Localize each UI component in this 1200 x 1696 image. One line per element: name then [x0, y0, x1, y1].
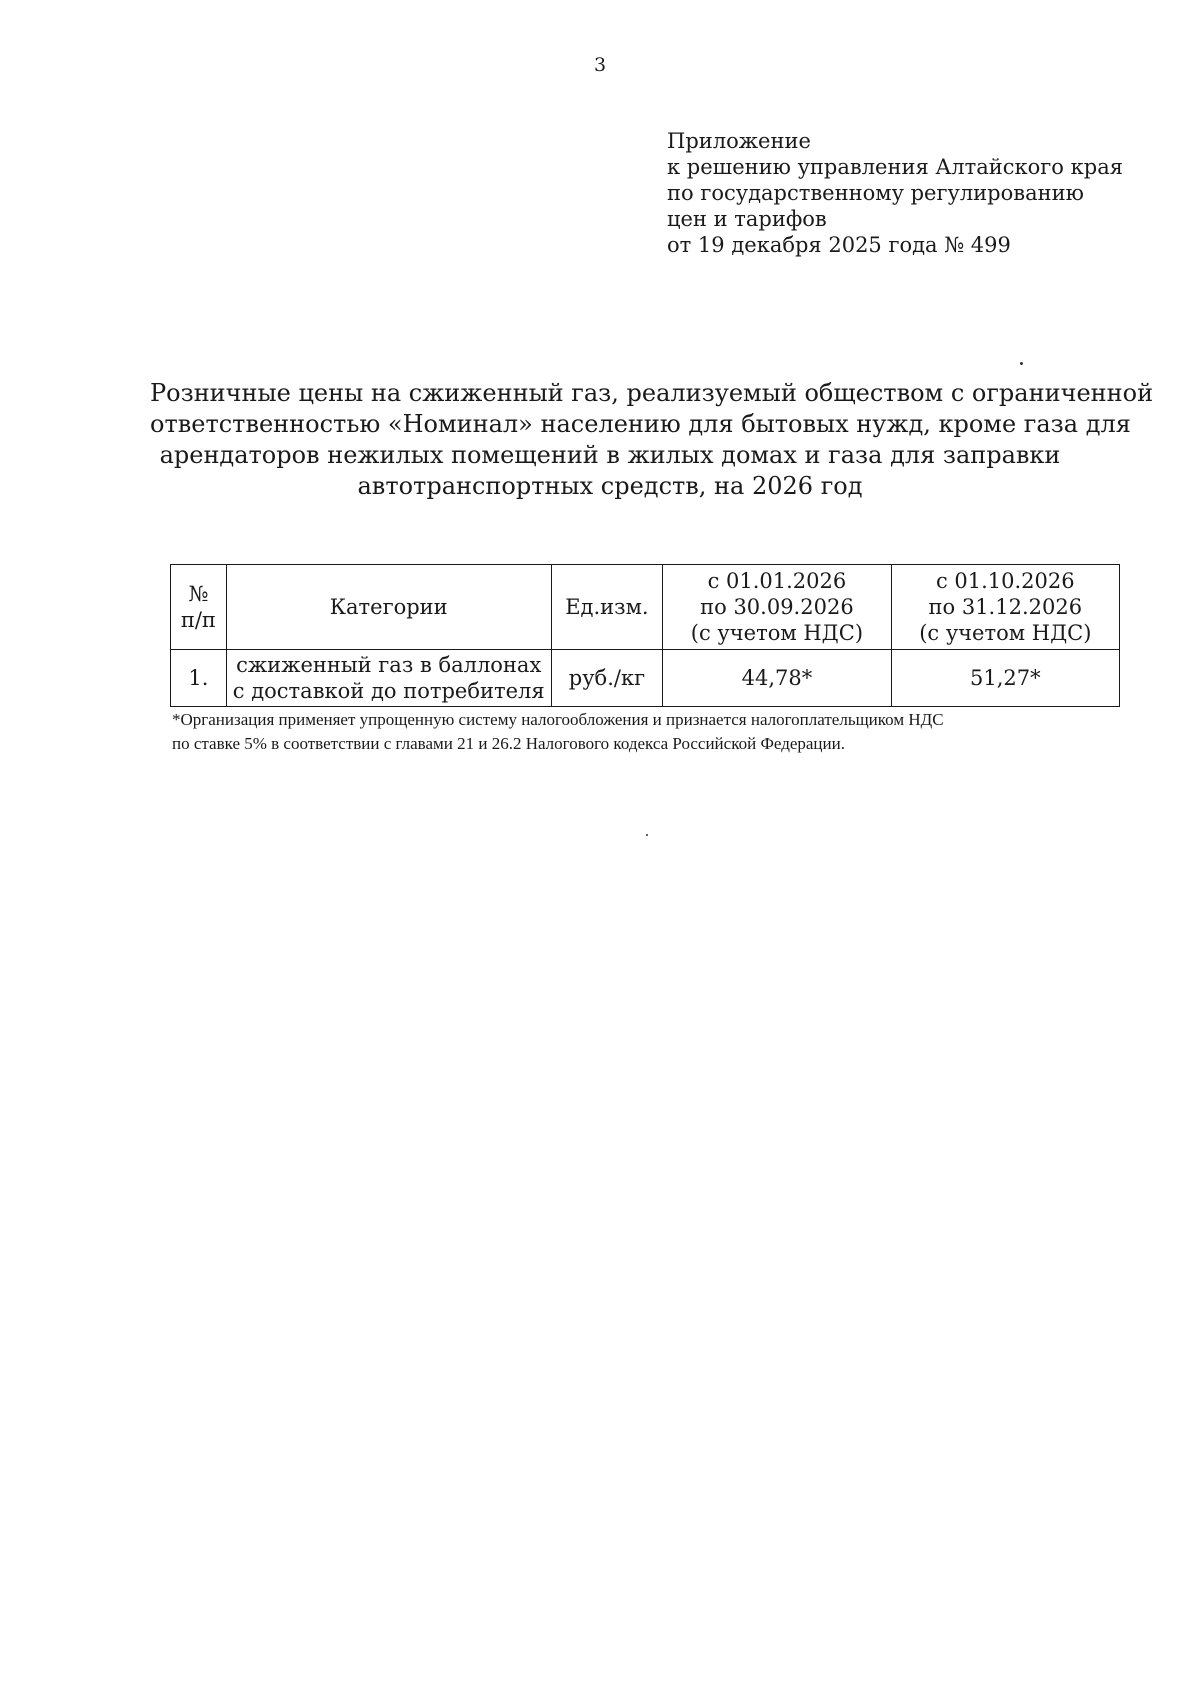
header-period-1-line: с 01.01.2026 [707, 569, 847, 593]
header-period-2 [891, 565, 1119, 650]
header-category: Категории [226, 565, 551, 650]
header-unit: Ед.изм. [551, 565, 663, 650]
appendix-line: от 19 декабря 2025 года № 499 [667, 233, 1011, 257]
row-num: 1. [171, 650, 227, 707]
row-category-line: с доставкой до потребителя [232, 679, 545, 703]
header-num-line: п/п [180, 608, 216, 632]
title-line: Розничные цены на сжиженный газ, реализуемый обществом с ограниченной [150, 379, 1154, 407]
page-number: 3 [593, 54, 607, 76]
appendix-line: цен и тарифов [667, 207, 827, 231]
header-num [171, 565, 227, 650]
scan-speck [646, 834, 648, 836]
footnote-line: *Организация применяет упрощенную систему налогообложения и признается налогоплательщиком НДС [172, 710, 944, 729]
scan-speck [1020, 362, 1023, 365]
title-line: арендаторов нежилых помещений в жилых домах и газа для заправки [159, 441, 1061, 469]
row-category [226, 650, 551, 707]
row-price-1: 44,78* [663, 650, 891, 707]
price-table [170, 564, 1120, 707]
table-header-row [171, 565, 1120, 650]
appendix-line: к решению управления Алтайского края [667, 155, 1123, 179]
row-unit: руб./кг [551, 650, 663, 707]
header-period-2-line: (с учетом НДС) [919, 621, 1092, 645]
appendix-line: по государственному регулированию [667, 181, 1084, 205]
header-num-line: № [188, 582, 209, 606]
header-period-1-line: (с учетом НДС) [690, 621, 864, 645]
header-period-1 [663, 565, 891, 650]
row-price-2: 51,27* [891, 650, 1119, 707]
footnote [172, 708, 1122, 756]
appendix-header [667, 128, 1147, 258]
title-line: ответственностью «Номинал» населению для бытовых нужд, кроме газа для [150, 410, 1131, 438]
header-period-2-line: по 31.12.2026 [928, 595, 1083, 619]
header-period-2-line: с 01.10.2026 [935, 569, 1075, 593]
table-row [171, 650, 1120, 707]
appendix-line: Приложение [667, 129, 811, 153]
row-category-line: сжиженный газ в баллонах [236, 653, 542, 677]
document-title [150, 378, 1154, 502]
header-period-1-line: по 30.09.2026 [700, 595, 854, 619]
title-line: автотранспортных средств, на 2026 год [357, 472, 863, 500]
footnote-line: по ставке 5% в соответствии с главами 21 и 26.2 Налогового кодекса Российской Федерации. [172, 734, 845, 753]
